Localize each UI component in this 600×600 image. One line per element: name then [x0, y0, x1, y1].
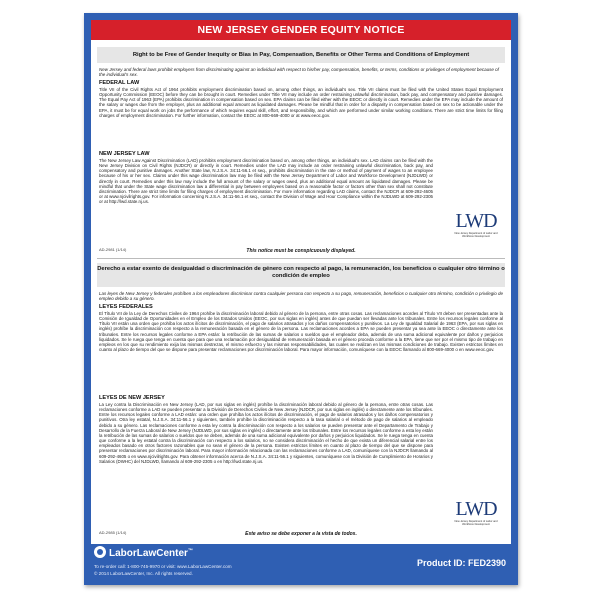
spanish-federal-text: El Título VII de la Ley de Derechos Civiles de 1964 prohíbe la discriminación laboral debido al género de la persona, entre otras cosas. Las reclamaciones acordes al Título VII deben ser presentadas ante la Comisión de Igualdad de Oportunidades en el Empleo de los Estados Unidos (EEOC, por sus siglas en inglés) antes de que puedan ser llevadas ante los tribunales. Entre los recursos legales conforme al Título VII están una orden que prohíba los actos ilícitos de discriminación, el pago de salarios atrasados y los daños compensatorios y punitivos. La Ley de Igualdad Salarial de 1963 (EPA, por sus siglas en inglés) prohíbe la discriminación con respecto a la remuneración basada en el género de la persona. Las reclamaciones acordes a EPA se pueden presentar ya sea ante la EEOC o directamente ante los tribunales. Entre los recursos legales conforme a EPA están: la retribución de las sumas de salarios o sueldos que el empleador deba, además de una suma adicional equivalente por daños y perjuicios liquidados. Se le ruega que tenga en cuenta que para que una reclamación por desigualdad de remuneración basada en el género proceda conforme a la EPA, tiene que ser por el mismo tipo de trabajo en empleos en los que su rendimiento exija las mismas destrezas, el mismo esfuerzo y las mismas responsabilidades, las cuales se realizan en las mismas condiciones de trabajo. Existen estrictos límites en cuanto al plazo de tiempo del que se dispone para presentar reclamaciones por discriminación laboral. Para mayor información, comuníquese con la EEOC llamando al 800-669-4000 o en www.eeoc.gov.	[99, 311, 503, 353]
english-intro: New Jersey and federal laws prohibit employers from discriminating against an individual with respect to his/her pay, compensation, benefits, or terms, conditions or privileges of employment because of the individual's sex.	[99, 67, 499, 78]
spanish-nj-text: La Ley contra la Discriminación en New Jersey (LAD, por sus siglas en inglés) prohíbe la discriminación laboral debido al género de la persona, entre otras cosas. Las reclamaciones conforme a LAD se pueden presentar a la División de Derechos Civiles de New Jersey (NJDCR, por sus siglas en inglés) o directamente ante los tribunales. Entre los recursos legales conforme a LAD están: una orden que prohíba los actos ilícitos de discriminación, el pago de salarios atrasados y los daños compensatorios y punitivos. Otra ley estatal, N.J.S.A. 34:11-56.1 y siguientes, también prohíbe la discriminación respecto a la tasa salarial o el método de pago de salarios al empleado debido a su género. Las reclamaciones conforme a esta ley contra la discriminación con respecto a los salarios se pueden presentar ante el Departamento de Trabajo y Desarrollo de la Fuerza Laboral de New Jersey (NJDLWD, por sus siglas en inglés) o directamente ante los tribunales. Entre los recursos legales conforme a esta ley están la retribución de las sumas de salarios o sueldos que se deben, además de una suma adicional equivalente por daños y perjuicios liquidados. Se le ruega tenga en cuenta que conforme a la ley estatal contra la discriminación con respecto a los salarios, no se considera discriminación el hecho de que exista un diferencial salarial entre los empleados basado en otros factores razonables que no sean el género de la persona. Existen estrictos límites en cuanto al plazo de tiempo del que se dispone para presentar reclamaciones por discriminación laboral. Para mayor información relacionada con las reclamaciones conforme a LAD, comuníquese con la NJDCR llamando al 609-292-4605 o en www.njcivilrights.gov. Para obtener información acerca de N.J.S.A. 34:11-56.1 y siguientes, comuníquese con la División de Cumplimiento de Horarios y Salarios (DWHC) del NJDLWD, llamando al 609-292-2305 o en http://lwd.state.nj.us.	[99, 402, 433, 464]
brand-name: LaborLawCenter	[109, 548, 188, 559]
product-id-label: Product ID:	[416, 558, 466, 568]
section-divider	[97, 258, 505, 259]
spanish-federal-heading: LEYES FEDERALES	[99, 304, 153, 310]
english-rule-heading: Right to be Free of Gender Inequity or Bias in Pay, Compensation, Benefits or Other Terms and Conditions of Employment	[97, 47, 505, 63]
lwd-logo-caption: New Jersey Department of Labor and Workforce Development	[454, 520, 498, 526]
lwd-logo-spanish	[453, 498, 499, 528]
poster-frame	[84, 13, 518, 585]
lwd-logo-mark: LWD	[455, 210, 497, 232]
reorder-line: To re-order call: 1-800-745-9970 or visit: www.LaborLawCenter.com	[94, 564, 232, 569]
lwd-logo-caption: New Jersey Department of Labor and Workforce Development	[454, 232, 498, 238]
english-federal-heading: FEDERAL LAW	[99, 80, 140, 86]
spanish-intro: Las leyes de New Jersey y federales prohíben a los empleadores discriminar contra cualquier persona con respecto a su pago, remuneración, beneficios o cualquier otro término, condición o privilegio de empleo debido a su género.	[99, 291, 503, 302]
english-nj-text: The New Jersey Law Against Discrimination (LAD) prohibits employment discrimination based on, among other things, an individual's sex. LAD claims can be filed with the New Jersey Division on Civil Rights (NJDCR) or directly in court. Remedies under the LAD may include an order restraining unlawful discrimination, back pay, and compensatory and punitive damages. Another State law, N.J.S.A. 34:11-56.1 et seq., prohibits discrimination in the rate or method of payment of wages to an employee because of his or her sex. Claims under this wage discrimination law may be filed with the New Jersey Department of Labor and Workforce Development (NJDLWD) or directly in court. Remedies under this law may include the full amount of the salary or wages owed, plus an additional equal amount as liquidated damages. Please be mindful that under the State wage discrimination law a differential in pay between employees based on a reasonable factor or factors other than sex shall not constitute discrimination. There are strict time limits for filing charges of employment discrimination. For more information regarding LAD claims, contact the NJDCR at 609-292-4605 or at www.njcivilrights.gov. For information concerning N.J.S.A. 34:11-56.1 et seq., contact the Division of Wage and Hour Compliance within the NJDLWD at 609-292-2305 or at http://lwd.state.nj.us.	[99, 158, 433, 205]
poster-footer	[84, 544, 518, 585]
spanish-form-number: AD-2985 (1/14)	[99, 530, 127, 535]
copyright-line: © 2014 LaborLawCenter, Inc. All rights reserved.	[94, 571, 193, 576]
english-federal-text: Title VII of the Civil Rights Act of 1964 prohibits employment discrimination based on, among other things, an individual's sex. Title VII claims must be filed with the United States Equal Employment Opportunity Commission (EEOC) before they can be brought in court. Remedies under Title VII may include an order restraining unlawful discrimination, back pay, and compensatory and punitive damages. The Equal Pay Act of 1963 (EPA) prohibits discrimination in compensation based on sex. EPA claims can be filed either with the EEOC or directly in court. Remedies under the EPA may include the amount of the salary or wages due from the employer, plus an additional equal amount as liquidated damages. Please be mindful that in order for a disparity in compensation based on sex to be actionable under the EPA, it must be for equal work on jobs the performance of which requires equal skill, effort, and responsibility, and which are performed under similar working conditions. There are strict time limits for filing charges of employment discrimination. For further information, contact the EEOC at 800-669-4000 or at www.eeoc.gov.	[99, 87, 503, 118]
product-id	[417, 558, 506, 568]
english-display-notice: This notice must be conspicuously displayed.	[246, 248, 356, 254]
lwd-logo-mark: LWD	[455, 498, 497, 520]
spanish-nj-heading: LEYES DE NEW JERSEY	[99, 395, 165, 401]
lwd-logo-english	[453, 210, 499, 240]
product-id-value: FED2390	[467, 558, 506, 568]
english-nj-heading: NEW JERSEY LAW	[99, 151, 150, 157]
notice-title: NEW JERSEY GENDER EQUITY NOTICE	[91, 20, 511, 40]
notice-paper	[91, 20, 511, 544]
laborlawcenter-globe-icon	[94, 546, 106, 558]
spanish-rule-heading: Derecho a estar exento de desigualdad o discriminación de género con respecto al pago, la remuneración, los beneficios o cualquier otro término o condición de empleo	[97, 263, 505, 287]
spanish-display-notice: Este aviso se debe exponer a la vista de todos.	[245, 531, 357, 537]
brand-trademark: ™	[187, 548, 193, 554]
english-form-number: AD-2981 (1/14)	[99, 247, 127, 252]
laborlawcenter-logo	[94, 546, 193, 559]
